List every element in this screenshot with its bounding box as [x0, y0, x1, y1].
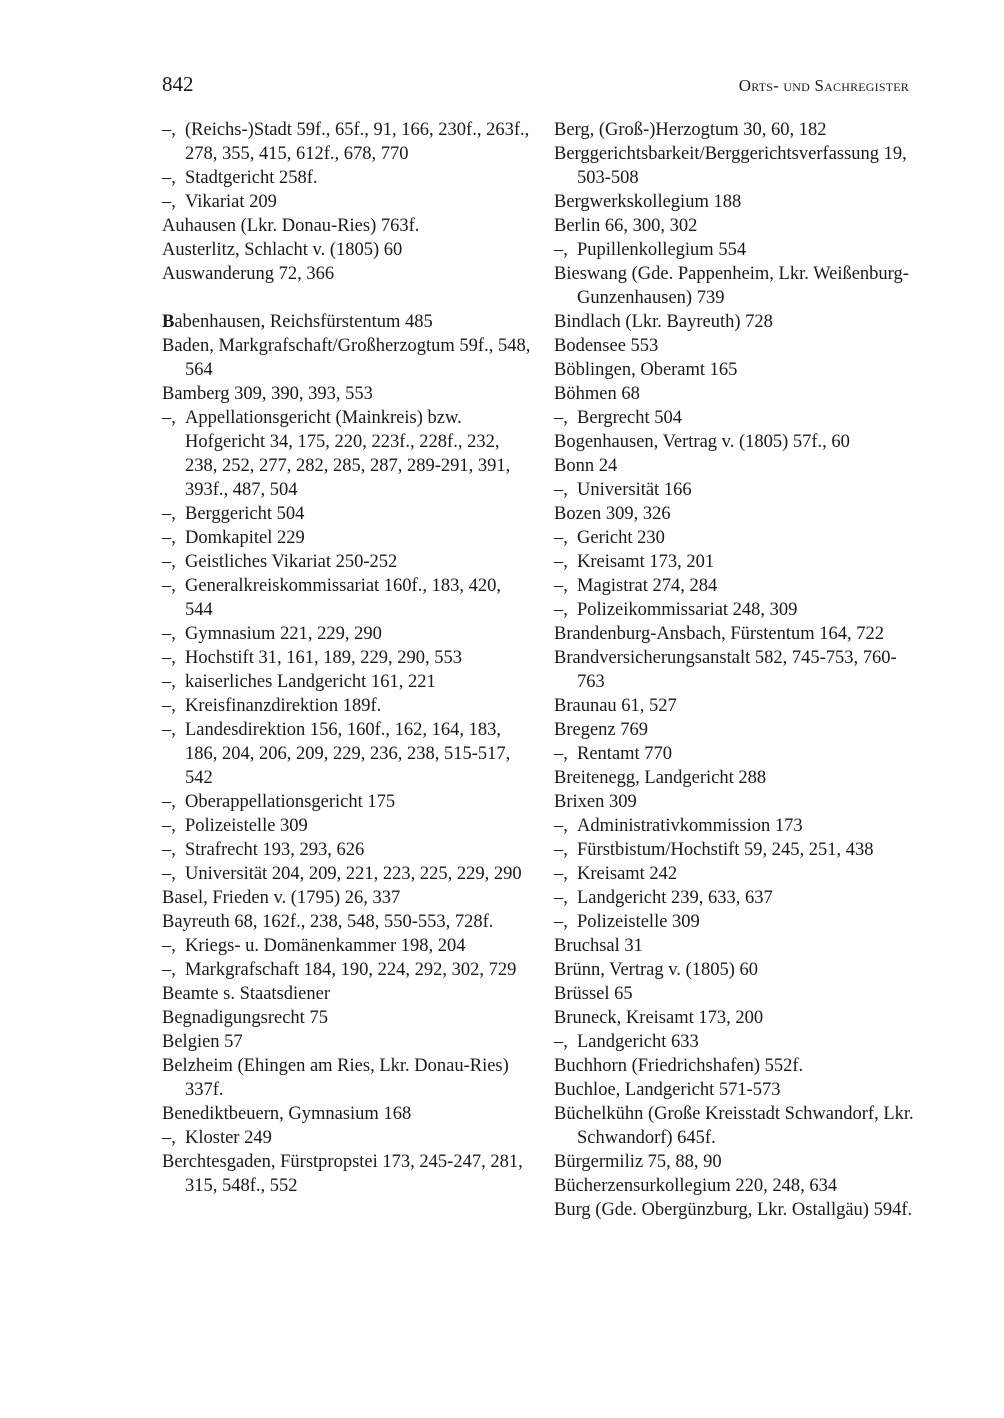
index-entry [554, 382, 914, 406]
subentry-dash: –, [162, 936, 176, 956]
entry-spacer [162, 286, 532, 310]
index-entry [554, 1174, 914, 1198]
entry-text: Landgericht 633 [577, 1032, 699, 1052]
subentry-dash: –, [554, 576, 568, 596]
index-entry [554, 502, 914, 526]
subentry-dash: –, [554, 864, 568, 884]
subentry-dash: –, [162, 720, 176, 740]
entry-text: Brixen 309 [554, 792, 637, 812]
index-subentry [162, 166, 532, 190]
index-entry [554, 934, 914, 958]
index-subentry [162, 550, 532, 574]
entry-text: Begnadigungsrecht 75 [162, 1008, 328, 1028]
index-entry [554, 454, 914, 478]
entry-text: Bürgermiliz 75, 88, 90 [554, 1152, 722, 1172]
index-subentry [554, 598, 914, 622]
index-entry [554, 142, 914, 190]
entry-text: Belzheim (Ehingen am Ries, Lkr. Donau-Ries) 337f. [162, 1056, 509, 1100]
index-subentry [162, 718, 532, 790]
index-entry [162, 262, 532, 286]
index-subentry [162, 694, 532, 718]
index-entry [554, 646, 914, 694]
entry-text: Basel, Frieden v. (1795) 26, 337 [162, 888, 401, 908]
entry-text: abenhausen, Reichsfürstentum 485 [174, 312, 433, 332]
index-entry [554, 1198, 914, 1222]
entry-text: Braunau 61, 527 [554, 696, 677, 716]
subentry-dash: –, [162, 504, 176, 524]
entry-text: Bruneck, Kreisamt 173, 200 [554, 1008, 764, 1028]
index-entry [554, 790, 914, 814]
index-subentry [162, 1126, 532, 1150]
subentry-dash: –, [162, 552, 176, 572]
index-subentry [554, 526, 914, 550]
entry-text: Brüssel 65 [554, 984, 633, 1004]
entry-text: Polizeikommissariat 248, 309 [577, 600, 798, 620]
entry-text: Bruchsal 31 [554, 936, 643, 956]
index-entry [162, 382, 532, 406]
entry-text: Gymnasium 221, 229, 290 [185, 624, 382, 644]
entry-text: Bergwerkskollegium 188 [554, 192, 742, 212]
entry-text: Brünn, Vertrag v. (1805) 60 [554, 960, 758, 980]
index-subentry [162, 526, 532, 550]
page-number: 842 [162, 72, 194, 96]
entry-text: Landesdirektion 156, 160f., 162, 164, 183, 186, 204, 206, 209, 229, 236, 238, 515-517, 542 [185, 720, 511, 788]
index-subentry [162, 670, 532, 694]
index-subentry [162, 790, 532, 814]
index-subentry [162, 622, 532, 646]
entry-text: Fürstbistum/Hochstift 59, 245, 251, 438 [577, 840, 874, 860]
entry-text: Universität 204, 209, 221, 223, 225, 229, 290 [185, 864, 522, 884]
entry-text: Administrativkommission 173 [577, 816, 803, 836]
entry-text: Kreisamt 242 [577, 864, 678, 884]
index-subentry [554, 238, 914, 262]
subentry-dash: –, [162, 840, 176, 860]
entry-text: Bayreuth 68, 162f., 238, 548, 550-553, 728f. [162, 912, 494, 932]
index-entry [554, 430, 914, 454]
subentry-dash: –, [554, 816, 568, 836]
index-entry [554, 766, 914, 790]
index-entry [554, 982, 914, 1006]
index-subentry [162, 646, 532, 670]
index-subentry [162, 502, 532, 526]
index-subentry [554, 550, 914, 574]
section-initial: B [162, 312, 175, 332]
subentry-dash: –, [554, 528, 568, 548]
entry-text: Markgrafschaft 184, 190, 224, 292, 302, 729 [185, 960, 517, 980]
subentry-dash: –, [162, 864, 176, 884]
entry-text: Bodensee 553 [554, 336, 659, 356]
index-entry [554, 190, 914, 214]
subentry-dash: –, [162, 576, 176, 596]
entry-text: Burg (Gde. Obergünzburg, Lkr. Ostallgäu) 594f. [554, 1200, 913, 1220]
entry-text: Landgericht 239, 633, 637 [577, 888, 773, 908]
entry-text: Berggericht 504 [185, 504, 305, 524]
entry-text: Bieswang (Gde. Pappenheim, Lkr. Weißenburg-Gunzenhausen) 739 [554, 264, 909, 308]
entry-text: Baden, Markgrafschaft/Großherzogtum 59f., 548, 564 [162, 336, 531, 380]
entry-text: Polizeistelle 309 [577, 912, 700, 932]
index-subentry [554, 406, 914, 430]
entry-text: Geistliches Vikariat 250-252 [185, 552, 398, 572]
entry-text: Universität 166 [577, 480, 692, 500]
entry-text: Berggerichtsbarkeit/Berggerichtsverfassung 19, 503-508 [554, 144, 907, 188]
index-subentry [554, 862, 914, 886]
entry-text: Bregenz 769 [554, 720, 649, 740]
index-subentry [554, 886, 914, 910]
subentry-dash: –, [162, 696, 176, 716]
entry-text: Bogenhausen, Vertrag v. (1805) 57f., 60 [554, 432, 850, 452]
index-entry [162, 1150, 532, 1198]
entry-text: Stadtgericht 258f. [185, 168, 318, 188]
entry-text: Kloster 249 [185, 1128, 272, 1148]
index-subentry [162, 958, 532, 982]
index-entry [554, 1006, 914, 1030]
entry-text: Auswanderung 72, 366 [162, 264, 335, 284]
subentry-dash: –, [554, 552, 568, 572]
index-subentry [554, 742, 914, 766]
entry-text: Bamberg 309, 390, 393, 553 [162, 384, 373, 404]
index-subentry [162, 574, 532, 622]
entry-text: Magistrat 274, 284 [577, 576, 718, 596]
index-entry [554, 622, 914, 646]
subentry-dash: –, [554, 912, 568, 932]
entry-text: Hochstift 31, 161, 189, 229, 290, 553 [185, 648, 462, 668]
index-subentry [162, 406, 532, 502]
entry-text: Kreisfinanzdirektion 189f. [185, 696, 382, 716]
index-entry [554, 334, 914, 358]
subentry-dash: –, [162, 960, 176, 980]
index-entry [554, 718, 914, 742]
index-entry [554, 310, 914, 334]
index-subentry [554, 1030, 914, 1054]
index-entry [554, 214, 914, 238]
index-entry [554, 694, 914, 718]
entry-text: Bozen 309, 326 [554, 504, 671, 524]
index-entry [162, 1054, 532, 1102]
index-entry [162, 886, 532, 910]
subentry-dash: –, [554, 408, 568, 428]
entry-text: Gericht 230 [577, 528, 665, 548]
index-entry [554, 1078, 914, 1102]
entry-text: Kreisamt 173, 201 [577, 552, 715, 572]
entry-text: Bücherzensurkollegium 220, 248, 634 [554, 1176, 838, 1196]
entry-text: Pupillenkollegium 554 [577, 240, 747, 260]
entry-text: Brandversicherungsanstalt 582, 745-753, 760-763 [554, 648, 897, 692]
index-subentry [162, 838, 532, 862]
entry-text: Kriegs- u. Domänenkammer 198, 204 [185, 936, 466, 956]
running-head: Orts- und Sachregister [738, 76, 909, 95]
index-entry [554, 1150, 914, 1174]
index-subentry [554, 910, 914, 934]
index-entry [554, 958, 914, 982]
entry-text: Austerlitz, Schlacht v. (1805) 60 [162, 240, 403, 260]
entry-text: Berlin 66, 300, 302 [554, 216, 698, 236]
index-subentry [554, 574, 914, 598]
entry-text: Bindlach (Lkr. Bayreuth) 728 [554, 312, 773, 332]
entry-text: Beamte s. Staatsdiener [162, 984, 330, 1004]
index-entry [162, 982, 532, 1006]
entry-text: Bergrecht 504 [577, 408, 682, 428]
index-subentry [162, 814, 532, 838]
index-subentry [554, 814, 914, 838]
entry-text: Benediktbeuern, Gymnasium 168 [162, 1104, 412, 1124]
entry-text: Berchtesgaden, Fürstpropstei 173, 245-247, 281, 315, 548f., 552 [162, 1152, 523, 1196]
entry-text: Buchhorn (Friedrichshafen) 552f. [554, 1056, 804, 1076]
entry-text: kaiserliches Landgericht 161, 221 [185, 672, 436, 692]
index-subentry [162, 862, 532, 886]
entry-text: Rentamt 770 [577, 744, 673, 764]
entry-text: Domkapitel 229 [185, 528, 305, 548]
entry-text: Büchelkühn (Große Kreisstadt Schwandorf, Lkr. Schwandorf) 645f. [554, 1104, 914, 1148]
subentry-dash: –, [554, 600, 568, 620]
entry-text: Buchloe, Landgericht 571-573 [554, 1080, 781, 1100]
entry-text: Appellationsgericht (Mainkreis) bzw. Hofgericht 34, 175, 220, 223f., 228f., 232, 238, 252, 277, 282, 285, 287, 289-291, 391, 393f., 487, 504 [185, 408, 511, 500]
index-entry [162, 1030, 532, 1054]
index-entry [162, 334, 532, 382]
index-subentry [162, 118, 532, 166]
entry-text: Polizeistelle 309 [185, 816, 308, 836]
entry-text: Belgien 57 [162, 1032, 243, 1052]
index-column-left [162, 118, 532, 1198]
index-subentry [162, 190, 532, 214]
entry-text: (Reichs-)Stadt 59f., 65f., 91, 166, 230f., 263f., 278, 355, 415, 612f., 678, 770 [185, 120, 530, 164]
entry-text: Strafrecht 193, 293, 626 [185, 840, 365, 860]
entry-text: Oberappellationsgericht 175 [185, 792, 396, 812]
subentry-dash: –, [554, 1032, 568, 1052]
entry-text: Generalkreiskommissariat 160f., 183, 420, 544 [185, 576, 501, 620]
entry-text: Vikariat 209 [185, 192, 277, 212]
subentry-dash: –, [162, 192, 176, 212]
subentry-dash: –, [554, 840, 568, 860]
index-subentry [554, 838, 914, 862]
index-entry [162, 1006, 532, 1030]
subentry-dash: –, [162, 120, 176, 140]
index-entry [162, 238, 532, 262]
index-entry [162, 1102, 532, 1126]
entry-text: Bonn 24 [554, 456, 618, 476]
subentry-dash: –, [162, 648, 176, 668]
index-entry [554, 118, 914, 142]
index-subentry [554, 478, 914, 502]
entry-text: Auhausen (Lkr. Donau-Ries) 763f. [162, 216, 420, 236]
subentry-dash: –, [162, 672, 176, 692]
index-entry [162, 310, 532, 334]
subentry-dash: –, [554, 240, 568, 260]
index-subentry [162, 934, 532, 958]
entry-text: Brandenburg-Ansbach, Fürstentum 164, 722 [554, 624, 885, 644]
subentry-dash: –, [554, 480, 568, 500]
index-entry [162, 910, 532, 934]
subentry-dash: –, [162, 1128, 176, 1148]
entry-text: Böhmen 68 [554, 384, 640, 404]
subentry-dash: –, [554, 888, 568, 908]
subentry-dash: –, [162, 408, 176, 428]
index-entry [554, 262, 914, 310]
subentry-dash: –, [162, 816, 176, 836]
subentry-dash: –, [554, 744, 568, 764]
index-entry [554, 1102, 914, 1150]
entry-text: Berg, (Groß-)Herzogtum 30, 60, 182 [554, 120, 827, 140]
subentry-dash: –, [162, 528, 176, 548]
index-entry [554, 1054, 914, 1078]
entry-text: Böblingen, Oberamt 165 [554, 360, 738, 380]
subentry-dash: –, [162, 168, 176, 188]
index-entry [554, 358, 914, 382]
index-entry [162, 214, 532, 238]
subentry-dash: –, [162, 624, 176, 644]
subentry-dash: –, [162, 792, 176, 812]
index-column-right [554, 118, 914, 1222]
entry-text: Breitenegg, Landgericht 288 [554, 768, 767, 788]
